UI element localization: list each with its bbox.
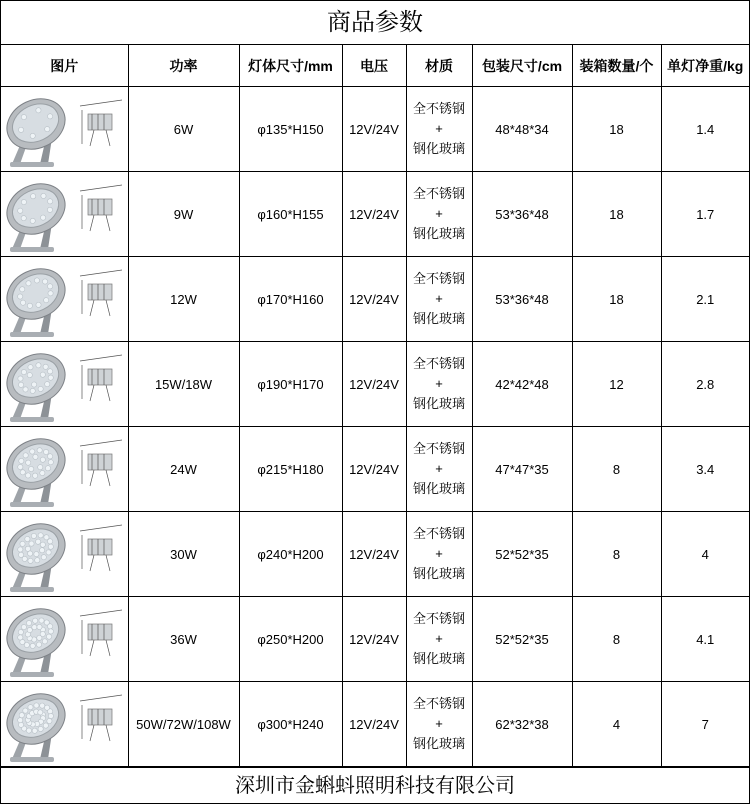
size-cell: φ240*H200	[239, 512, 342, 597]
material-cell	[406, 427, 472, 512]
voltage-cell: 12V/24V	[342, 257, 406, 342]
size-cell: φ135*H150	[239, 87, 342, 172]
size-cell: φ215*H180	[239, 427, 342, 512]
weight-cell: 4.1	[661, 597, 749, 682]
qty-cell: 18	[572, 172, 661, 257]
header-voltage: 电压	[342, 45, 406, 87]
voltage-cell: 12V/24V	[342, 512, 406, 597]
table-row	[1, 87, 749, 172]
size-cell: φ250*H200	[239, 597, 342, 682]
power-cell: 15W/18W	[128, 342, 239, 427]
power-cell: 6W	[128, 87, 239, 172]
material-cell	[406, 342, 472, 427]
header-qty: 装箱数量/个	[572, 45, 661, 87]
material-line: +	[435, 461, 443, 476]
table-row	[1, 342, 749, 427]
material-line: 钢化玻璃	[412, 396, 465, 411]
product-image-cell	[1, 87, 128, 172]
product-image	[2, 343, 126, 425]
material-line: 钢化玻璃	[412, 566, 465, 581]
material-line: 全不锈钢	[412, 101, 465, 116]
material-cell	[406, 87, 472, 172]
material-line: 全不锈钢	[412, 186, 465, 201]
material-line: +	[435, 376, 443, 391]
weight-cell: 1.7	[661, 172, 749, 257]
product-image	[2, 173, 126, 255]
product-image	[2, 88, 126, 170]
material-line: 全不锈钢	[412, 441, 465, 456]
product-image	[2, 683, 126, 765]
size-cell: φ170*H160	[239, 257, 342, 342]
header-image: 图片	[1, 45, 128, 87]
product-image	[2, 258, 126, 340]
package-cell: 53*36*48	[472, 172, 572, 257]
material-line: 全不锈钢	[412, 526, 465, 541]
header-weight: 单灯净重/kg	[661, 45, 749, 87]
qty-cell: 4	[572, 682, 661, 767]
package-cell: 62*32*38	[472, 682, 572, 767]
table-row	[1, 597, 749, 682]
qty-cell: 8	[572, 512, 661, 597]
package-cell: 48*48*34	[472, 87, 572, 172]
material-line: +	[435, 716, 443, 731]
weight-cell: 2.8	[661, 342, 749, 427]
material-line: 全不锈钢	[412, 356, 465, 371]
material-line: 钢化玻璃	[412, 311, 465, 326]
product-image-cell	[1, 512, 128, 597]
qty-cell: 8	[572, 597, 661, 682]
voltage-cell: 12V/24V	[342, 172, 406, 257]
header-package: 包装尺寸/cm	[472, 45, 572, 87]
company-footer: 深圳市金蝌蚪照明科技有限公司	[1, 767, 749, 802]
table-header-row	[1, 45, 749, 87]
product-image-cell	[1, 257, 128, 342]
material-line: +	[435, 206, 443, 221]
qty-cell: 12	[572, 342, 661, 427]
material-line: 钢化玻璃	[412, 141, 465, 156]
voltage-cell: 12V/24V	[342, 427, 406, 512]
power-cell: 9W	[128, 172, 239, 257]
product-image-cell	[1, 172, 128, 257]
material-cell	[406, 172, 472, 257]
power-cell: 36W	[128, 597, 239, 682]
size-cell: φ190*H170	[239, 342, 342, 427]
power-cell: 12W	[128, 257, 239, 342]
material-cell	[406, 682, 472, 767]
qty-cell: 18	[572, 87, 661, 172]
package-cell: 47*47*35	[472, 427, 572, 512]
material-line: +	[435, 631, 443, 646]
power-cell: 50W/72W/108W	[128, 682, 239, 767]
table-row	[1, 257, 749, 342]
voltage-cell: 12V/24V	[342, 682, 406, 767]
material-line: 钢化玻璃	[412, 651, 465, 666]
material-cell	[406, 597, 472, 682]
product-image-cell	[1, 682, 128, 767]
package-cell: 53*36*48	[472, 257, 572, 342]
material-cell	[406, 512, 472, 597]
weight-cell: 7	[661, 682, 749, 767]
page-title: 商品参数	[1, 1, 749, 45]
product-image-cell	[1, 342, 128, 427]
header-size: 灯体尺寸/mm	[239, 45, 342, 87]
product-image	[2, 428, 126, 510]
material-line: +	[435, 546, 443, 561]
material-cell	[406, 257, 472, 342]
table-row	[1, 172, 749, 257]
qty-cell: 8	[572, 427, 661, 512]
weight-cell: 1.4	[661, 87, 749, 172]
table-row	[1, 427, 749, 512]
material-line: 全不锈钢	[412, 611, 465, 626]
package-cell: 42*42*48	[472, 342, 572, 427]
product-image	[2, 513, 126, 595]
voltage-cell: 12V/24V	[342, 87, 406, 172]
package-cell: 52*52*35	[472, 597, 572, 682]
material-line: +	[435, 291, 443, 306]
size-cell: φ300*H240	[239, 682, 342, 767]
material-line: 全不锈钢	[412, 696, 465, 711]
header-power: 功率	[128, 45, 239, 87]
voltage-cell: 12V/24V	[342, 342, 406, 427]
voltage-cell: 12V/24V	[342, 597, 406, 682]
package-cell: 52*52*35	[472, 512, 572, 597]
weight-cell: 2.1	[661, 257, 749, 342]
power-cell: 24W	[128, 427, 239, 512]
material-line: +	[435, 121, 443, 136]
product-image-cell	[1, 597, 128, 682]
table-row	[1, 682, 749, 767]
header-material: 材质	[406, 45, 472, 87]
weight-cell: 4	[661, 512, 749, 597]
material-line: 钢化玻璃	[412, 736, 465, 751]
spec-table	[1, 45, 749, 767]
product-image-cell	[1, 427, 128, 512]
material-line: 全不锈钢	[412, 271, 465, 286]
qty-cell: 18	[572, 257, 661, 342]
material-line: 钢化玻璃	[412, 481, 465, 496]
material-line: 钢化玻璃	[412, 226, 465, 241]
product-image	[2, 598, 126, 680]
power-cell: 30W	[128, 512, 239, 597]
size-cell: φ160*H155	[239, 172, 342, 257]
weight-cell: 3.4	[661, 427, 749, 512]
table-row	[1, 512, 749, 597]
